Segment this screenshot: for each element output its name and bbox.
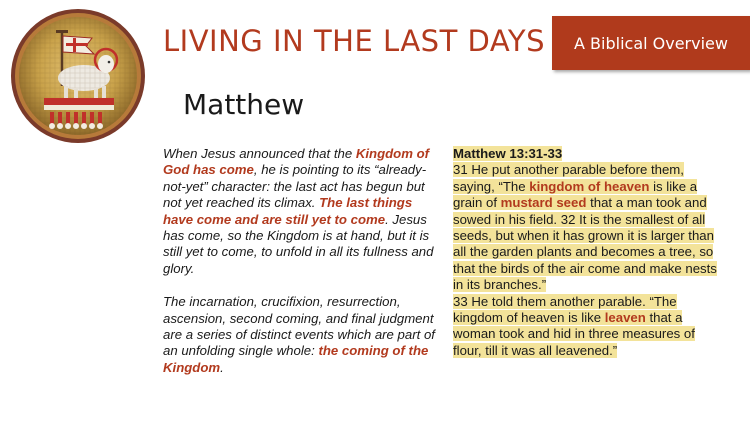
book-subtitle: Matthew (183, 88, 305, 121)
scripture-reference: Matthew 13:31-33 (453, 146, 563, 161)
lamb-of-god-mosaic-icon (10, 8, 146, 144)
text-span: that a woman took and hid in three measures of flour, till it was all leavened.” (453, 310, 695, 358)
commentary-paragraph-2 (163, 294, 441, 376)
text-span: 33 He told them another parable. “The kingdom of heaven is like (453, 293, 677, 326)
section-badge: A Biblical Overview (552, 16, 750, 70)
text-span: 31 He put another parable before them, saying, “The (453, 162, 684, 194)
text-span: , he is pointing to its “already-not-yet” character: the last act has begun but not yet reached its climax. (163, 162, 427, 211)
highlight-kingdom-of-god: Kingdom of God has come (163, 146, 430, 178)
commentary-text (163, 146, 441, 393)
scripture-passage (453, 146, 725, 359)
page-title: LIVING IN THE LAST DAYS (163, 24, 546, 58)
text-span: The incarnation, crucifixion, resurrection, ascension, second coming, and final judgment are a series of distinct events which are part of an unfolding single whole: (163, 294, 435, 359)
text-span: When Jesus announced that the (163, 146, 356, 161)
keyword-leaven: leaven (604, 310, 646, 326)
text-span: . Jesus has come, so the Kingdom is at hand, but it is still yet to come, to unfold in all its fullness and glory. (163, 211, 434, 276)
keyword-kingdom-of-heaven: kingdom of heaven (529, 178, 650, 194)
text-span: is like a grain of (453, 178, 698, 211)
highlight-coming-of-kingdom: the coming of the Kingdom (163, 343, 429, 375)
commentary-paragraph-1 (163, 146, 441, 277)
keyword-mustard-seed: mustard seed (500, 195, 587, 211)
verse-33 (453, 294, 695, 358)
text-span: . (220, 359, 224, 375)
text-span: that a man took and sowed in his field. 32 It is the smallest of all seeds, but when it has grown it is larger than all the garden plants and becomes a tree, so that the birds of the air come and make nests in its branches.” (453, 195, 717, 293)
verse-31 (453, 162, 717, 292)
highlight-last-things: The last things have come and are still yet to come (163, 195, 413, 227)
